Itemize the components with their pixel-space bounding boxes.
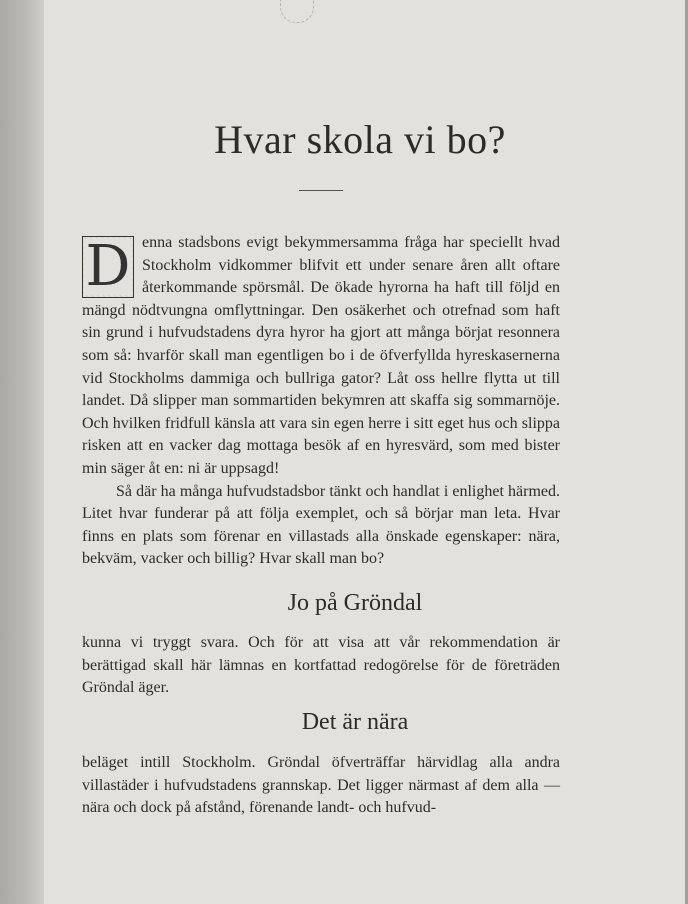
section-heading-grondal: Jo på Gröndal: [287, 590, 423, 616]
section1-paragraph: kunna vi tryggt svara. Och för att visa att vår rekommendation är berättigad skall här lämnas en kortfattad redogörelse för de företräden Gröndal äger.: [82, 634, 560, 697]
section-heading-nara: Det är nära: [301, 709, 409, 735]
title-divider: [299, 190, 343, 191]
intro-paragraph-1: D enna stadsbons evigt bekymmersamma fråga har speciellt hvad Stockholm vidkommer blifvit ett under senare åren allt oftare återkommande spörsmål. De ökade hyrorna ha haft till följd en mängd nödtvungna omflyttningar. Den osäkerhet och otrefnad som haft sin grund i hufvudstadens dyra hyror ha gjort att många börjat resonnera som så: hvarför skall man egentligen bo i de öfverfyllda hyreskasernerna vid Stockholms dammiga och bullriga gator? Låt oss hellre flytta ut till landet. Då slipper man sommartiden bekymren att skaffa sig sommarnöje. Och hvilken fridfull känsla att vara sin egen herre i sitt eget hus och slippa risken att en vacker dag mottaga besök af en hyresvärd, som med bister min säger åt en: ni är uppsagd!: [82, 234, 560, 477]
library-stamp: [280, 0, 314, 23]
section2-paragraph: beläget intill Stockholm. Gröndal öfverträffar härvidlag alla andra villastäder i hufvudstadens grannskap. Det ligger närmast af dem alla — nära och dock på afstånd, förenande landt- och hufvud-: [82, 754, 560, 817]
ornamental-dropcap: D: [82, 236, 134, 298]
intro-paragraph-2: Så där ha många hufvudstadsbor tänkt och handlat i enlighet härmed. Litet hvar funderar på att följa exemplet, och så börjar man leta. Hvar finns en plats som förenar en villastads alla önskade egenskaper: nära, bekväm, vacker och billig? Hvar skall man bo?: [82, 482, 560, 568]
page-title: Hvar skola vi bo?: [214, 117, 506, 162]
intro-section: [82, 232, 560, 571]
